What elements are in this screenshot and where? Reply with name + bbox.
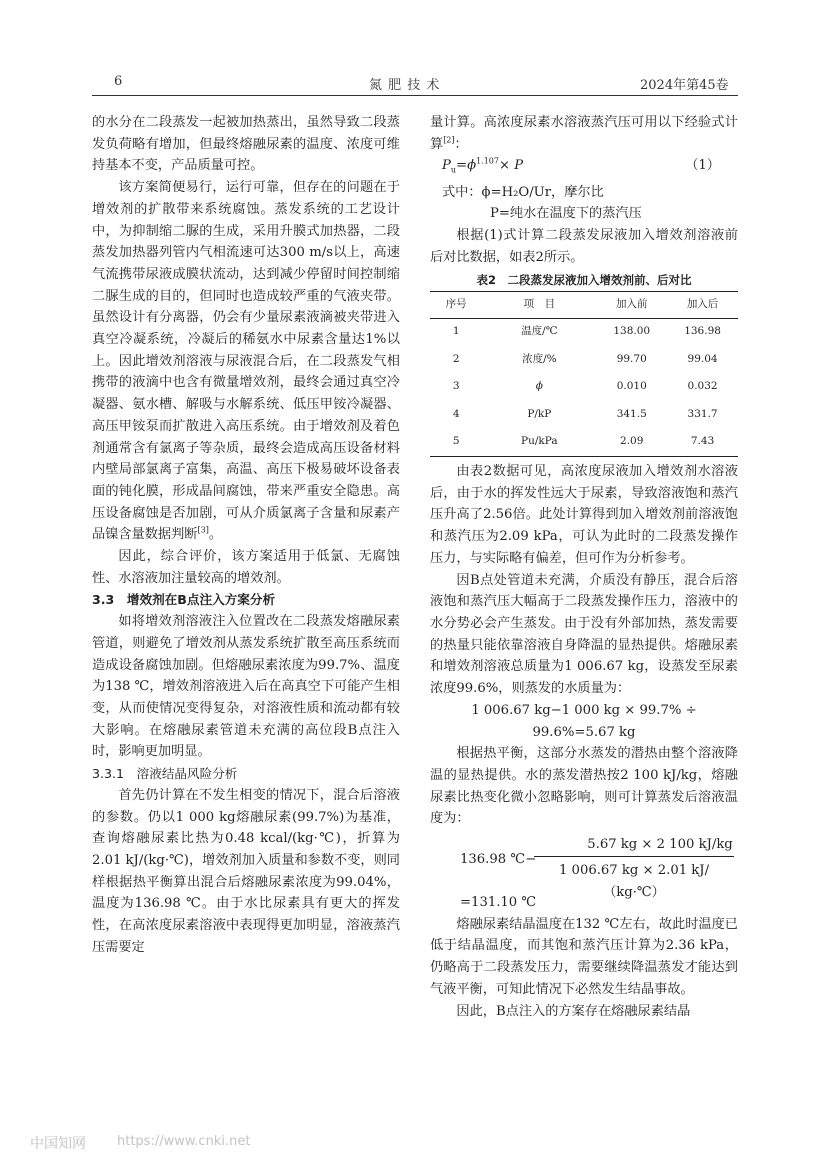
table-row: 2 浓度/% 99.70 99.04 [452, 352, 718, 365]
table-row: 1 温度/℃ 138.00 136.98 [452, 325, 721, 338]
table-header-cell: 项 目 [482, 291, 596, 318]
equation-number: （1） [685, 158, 720, 174]
equation-1: $P_u=\phi^{1.107}\times P$ （1） [430, 155, 738, 181]
left-paragraph-4: 如将增效剂溶液注入位置改在二段蒸发熔融尿素管道，则避免了增效剂从蒸发系统扩散至高压系统而造成设备腐蚀加剧。但熔融尿素浓度为99.7%、温度为138 ℃，增效剂溶液进入后在高真空下可能产生相变，从而使情况变得复杂，对溶液性质和流动都有较大影响。在熔融尿素管道未充满的高位段B点注入时，影响更加明显。 [92, 614, 400, 760]
section-heading-3-3-1: 3.3.1 溶液结晶风险分析 [92, 766, 238, 782]
left-column [92, 112, 400, 958]
right-column [430, 112, 738, 1022]
table-row: 4 P/kP 341.5 331.7 [452, 407, 718, 420]
table-header-cell: 序号 [430, 291, 482, 318]
right-paragraph-3: 由表2数据可见，高浓度尿液加入增效剂水溶液后，由于水的挥发性远大于尿素，导致溶液饱和蒸汽压升高了2.56倍。此处计算得到加入增效剂前溶液饱和蒸汽压为2.09 kPa，可认为此时的二段蒸发操作压力，与实际略有偏差，但可作为分析参考。 [430, 464, 738, 566]
table-header-cell: 加入后 [667, 291, 738, 318]
right-paragraph-5: 根据热平衡，这部分水蒸发的潜热由整个溶液降温的显热提供。水的蒸发潜热按2 100 kJ/kg，熔融尿素比热变化微小忽略影响，则可计算蒸发后溶液温度为： [430, 746, 738, 827]
left-paragraph-1: 的水分在二段蒸发一起被加热蒸出，虽然导致二段蒸发负荷略有增加，但最终熔融尿素的温度、浓度可维持基本不变，产品质量可控。 [92, 115, 400, 174]
table-row: 3 ϕ 0.010 0.032 [452, 380, 718, 393]
cnki-logo: 中国知网 [30, 1136, 86, 1152]
fraction-denominator: 1 006.67 kg × 2.01 kJ/（kg·℃） [558, 863, 710, 900]
calculation-water-mass: 1 006.67 kg−1 000 kg × 99.7% ÷ 99.6%=5.67 kg [471, 702, 697, 740]
header-rule [92, 95, 738, 96]
calculation-result: =131.10 ℃ [460, 895, 537, 911]
journal-name: 氮 肥 技 术 [369, 78, 441, 93]
table-header-cell: 加入前 [596, 291, 667, 318]
cnki-url[interactable]: https://www.cnki.net [117, 1134, 251, 1149]
equation-definition-1: 式中：ϕ=H₂O/Ur，摩尔比 [442, 184, 604, 200]
year-volume: 2024年第45卷 [640, 78, 729, 93]
page-number: 6 [114, 74, 123, 89]
fraction-bar [534, 856, 734, 857]
right-paragraph-1: 量计算。高浓度尿素水溶液蒸汽压可用以下经验式计算[2]： [430, 115, 738, 152]
section-heading-3-3: 3.3 增效剂在B点注入方案分析 [92, 592, 276, 608]
left-paragraph-3: 因此，综合评价，该方案适用于低氯、无腐蚀性、水溶液加注量较高的增效剂。 [92, 549, 400, 586]
table-caption: 表2 二段蒸发尿液加入增效剂前、后对比 [476, 272, 692, 287]
citation-3[interactable]: [3] [197, 525, 209, 535]
citation-2[interactable]: [2] [443, 135, 455, 145]
fraction-numerator: 5.67 kg × 2 100 kJ/kg [587, 837, 733, 853]
left-paragraph-2: 该方案简便易行，运行可靠，但存在的问题在于增效剂的扩散带来系统腐蚀。蒸发系统的工艺设计中，为抑制缩二脲的生成，采用升膜式加热器，二段蒸发加热器列管内气相流速可达300 m/s以上，高速气流携带尿液成膜状流动，达到减少停留时间控制缩二脲生成的目的，但同时也造成较严重的气液夹带。虽然设计有分离器，仍会有少量尿素液滴被夹带进入真空冷凝系统，冷凝后的稀氨水中尿素含量达1%以上。因此增效剂溶液与尿液混合后，在二段蒸发气相携带的液滴中也含有微量增效剂，最终会通过真空冷凝器、氨水槽、解吸与水解系统、低压甲铵冷凝器、高压甲铵泵而扩散进入高压系统。由于增效剂及着色剂通常含有氯离子等杂质，最终会造成高压设备材料内壁局部氯离子富集，高温、高压下极易破坏设备表面的钝化膜，形成晶间腐蚀，带来严重安全隐患。高压设备腐蚀是否加剧，可从介质氯离子含量和尿素产品镍含量数据判断[3]。 [92, 180, 400, 543]
table-row: 5 Pu/kPa 2.09 7.43 [430, 429, 738, 457]
right-paragraph-7: 因此，B点注入的方案存在熔融尿素结晶 [456, 1003, 691, 1019]
comparison-table [430, 291, 738, 458]
left-paragraph-5: 首先仍计算在不发生相变的情况下，混合后溶液的参数。仍以1 000 kg熔融尿素(99.7%)为基准，查询熔融尿素比热为0.48 kcal/(kg·℃)，折算为2.01 kJ/(kg·℃)，增效剂加入质量和参数不变，则同样根据热平衡算出混合后熔融尿素浓度为99.04%，温度为136.98 ℃。由于水比尿素具有更大的挥发性，在高浓度尿素溶液中表现得更加明显，溶液蒸汽压需要定 [92, 787, 400, 955]
right-paragraph-6: 熔融尿素结晶温度在132 ℃左右，故此时温度已低于结晶温度，而其饱和蒸汽压计算为2.36 kPa，仍略高于二段蒸发压力，需要继续降温蒸发才能达到气液平衡，可知此情况下必然发生结晶事故。 [430, 916, 738, 997]
equation-definition-2: P=纯水在温度下的蒸汽压 [490, 206, 642, 222]
table-header-row [430, 291, 738, 318]
right-paragraph-2: 根据(1)式计算二段蒸发尿液加入增效剂溶液前后对比数据，如表2所示。 [430, 228, 738, 265]
right-paragraph-4: 因B点处管道未充满，介质没有静压，混合后溶液饱和蒸汽压大幅高于二段蒸发操作压力，溶液中的水分势必会产生蒸发。由于没有外部加热，蒸发需要的热量只能依靠溶液自身降温的显热提供。熔融尿素和增效剂溶液总质量为1 006.67 kg，设蒸发至尿素浓度99.6%，则蒸发的水质量为： [430, 572, 738, 697]
calculation-temperature: 136.98 ℃− 5.67 kg × 2 100 kJ/kg 1 006.67 kg × 2.01 kJ/（kg·℃） [430, 830, 738, 892]
